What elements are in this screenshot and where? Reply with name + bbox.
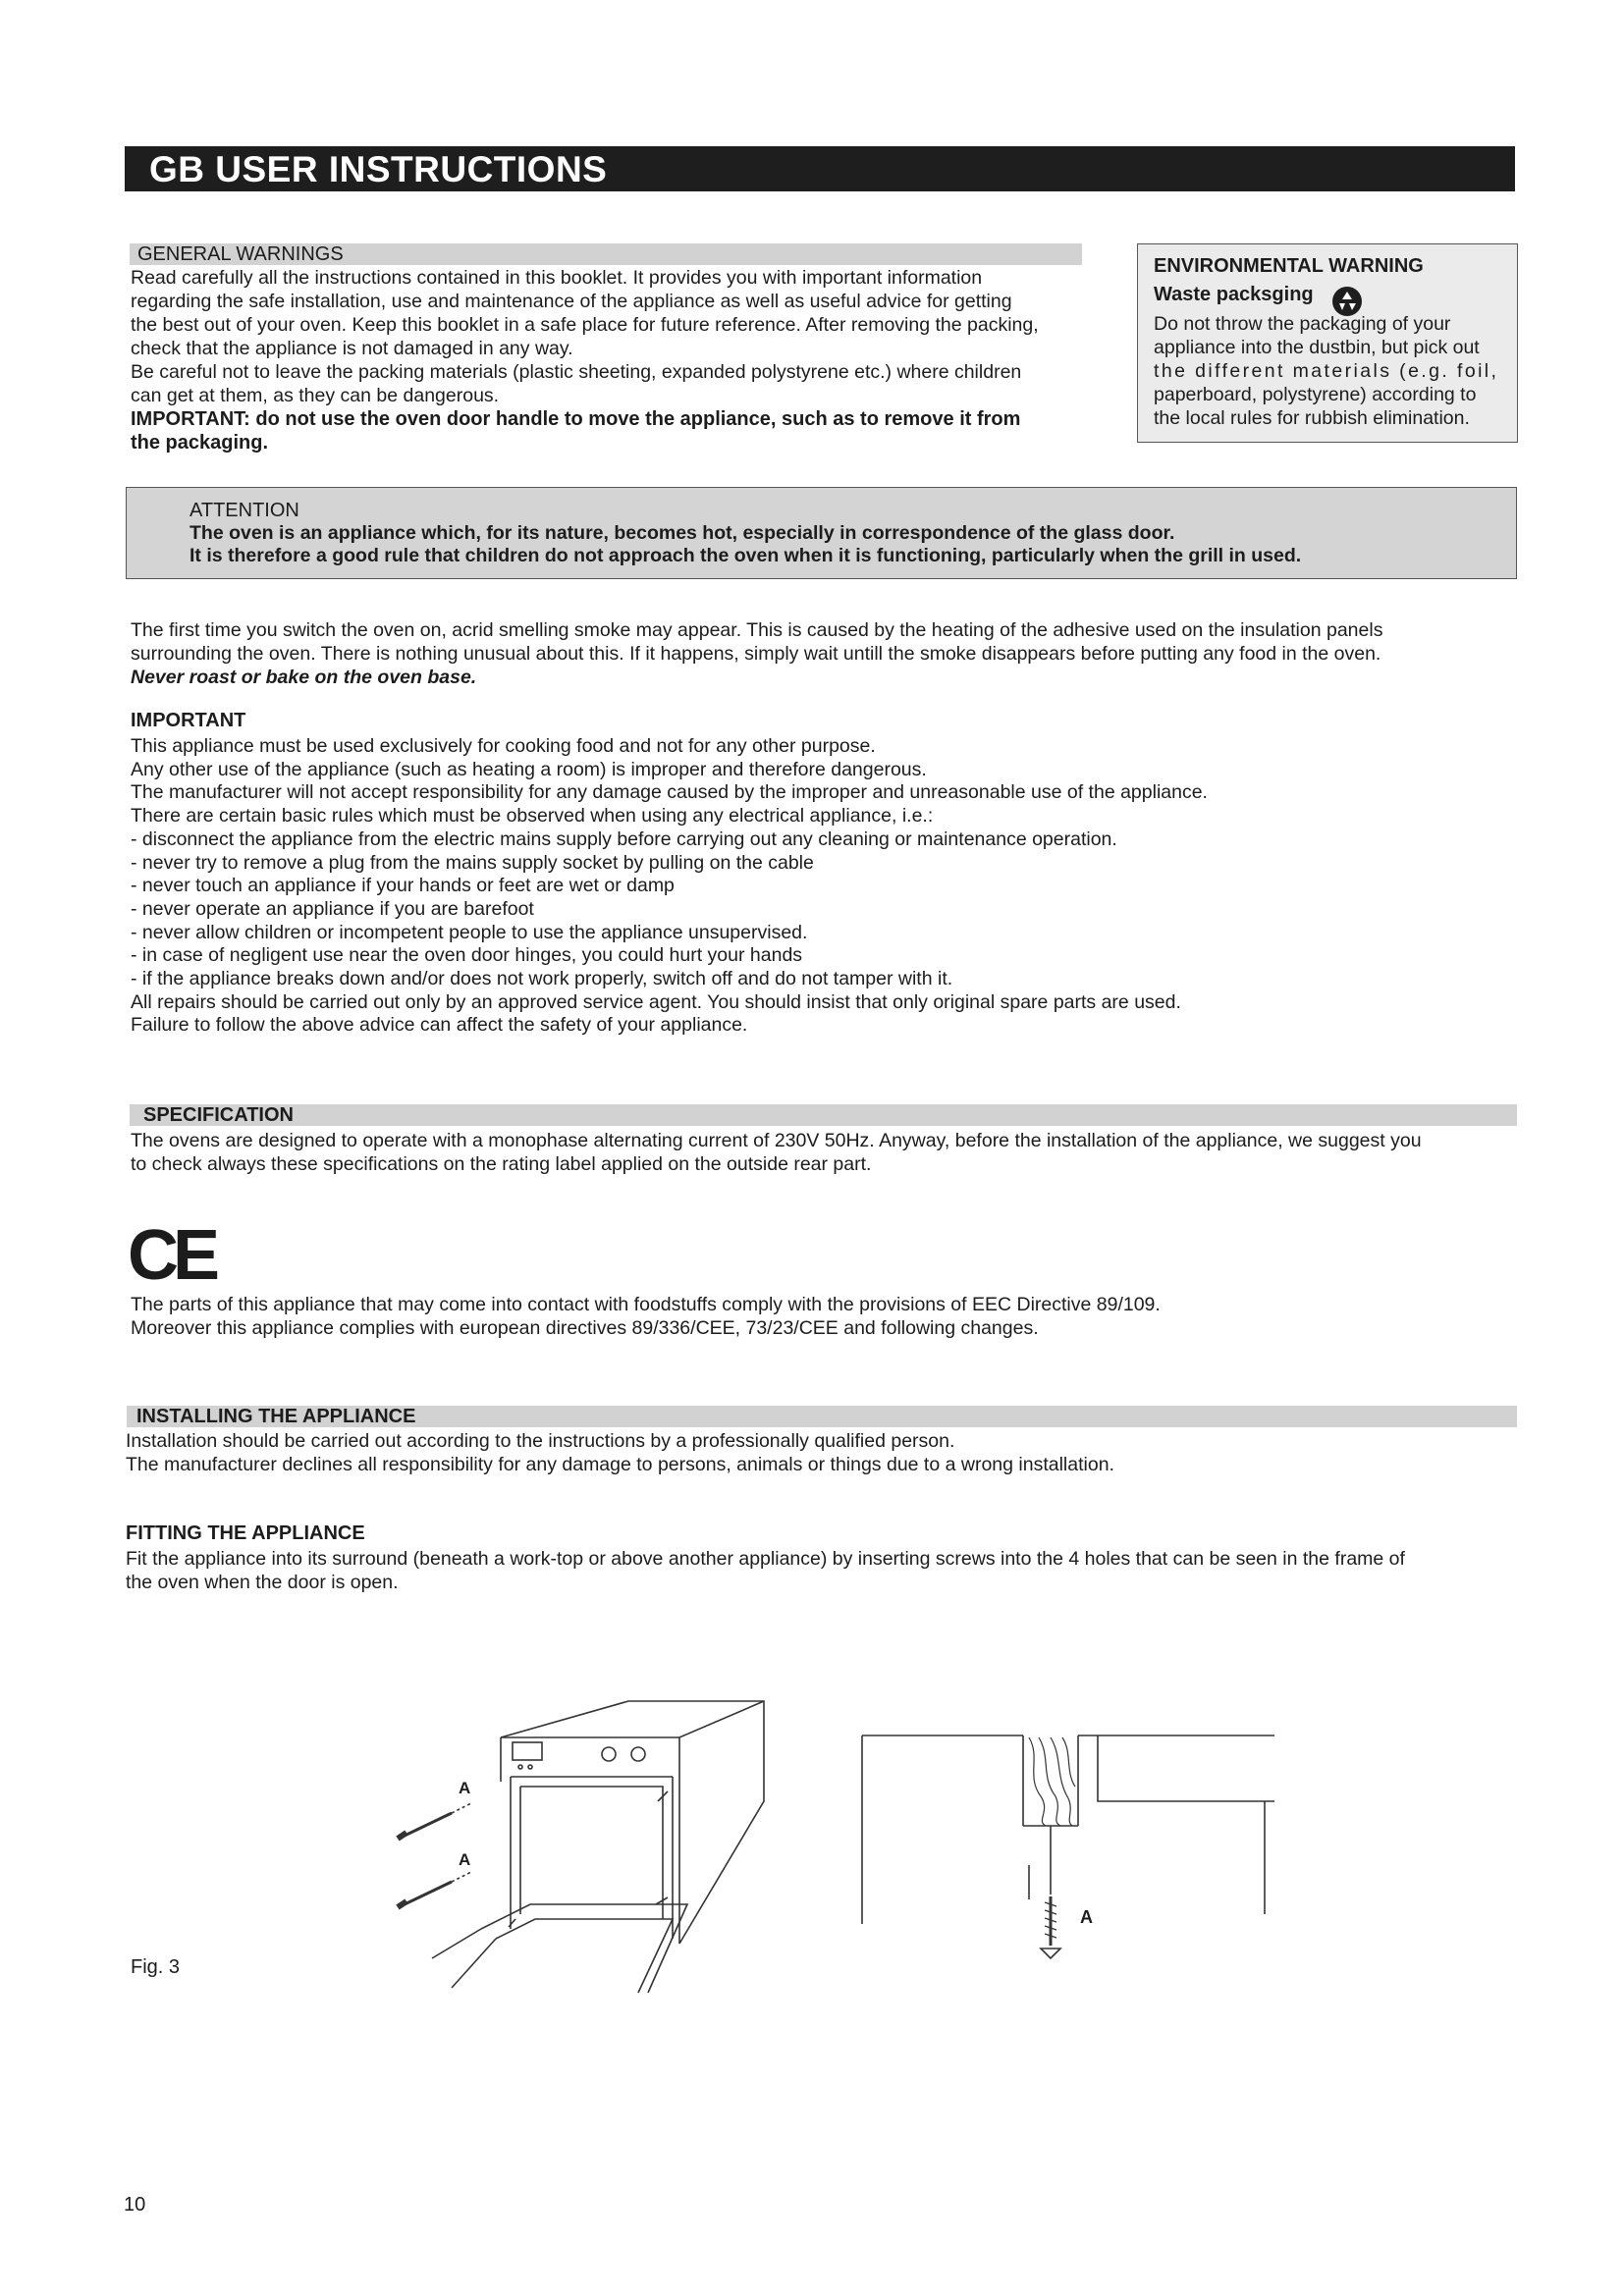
installing-heading: INSTALLING THE APPLIANCE bbox=[127, 1406, 1517, 1427]
text-line: This appliance must be used exclusively for cooking food and not for any other purpose. bbox=[131, 735, 876, 757]
cross-section-illustration bbox=[854, 1728, 1276, 1968]
text-line: Be careful not to leave the packing materials (plastic sheeting, expanded polystyrene etc.) where children bbox=[131, 361, 1022, 383]
emphasis-note: Never roast or bake on the oven base. bbox=[131, 667, 477, 688]
text-line: Fit the appliance into its surround (beneath a work-top or above another appliance) by inserting screws into the 4 holes that can be seen in the frame of bbox=[126, 1548, 1405, 1570]
general-warnings-text bbox=[131, 266, 1103, 454]
environmental-text bbox=[1154, 312, 1507, 430]
environmental-subheading: Waste packsging bbox=[1154, 284, 1314, 305]
ce-text bbox=[131, 1293, 1505, 1340]
text-line: The ovens are designed to operate with a monophase alternating current of 230V 50Hz. Anyway, before the installation of the appliance, we suggest you bbox=[131, 1130, 1422, 1151]
text-line: - if the appliance breaks down and/or does not work properly, switch off and do not tamper with it. bbox=[131, 968, 953, 990]
text-line: Installation should be carried out according to the instructions by a professionally qualified person. bbox=[126, 1430, 955, 1452]
text-line: - never try to remove a plug from the mains supply socket by pulling on the cable bbox=[131, 851, 814, 874]
text-line: the local rules for rubbish elimination. bbox=[1154, 407, 1470, 429]
label-a-lower: A bbox=[459, 1850, 471, 1869]
text-line: check that the appliance is not damaged in any way. bbox=[131, 338, 573, 359]
specification-heading: SPECIFICATION bbox=[130, 1104, 1517, 1126]
text-line: to check always these specifications on the rating label applied on the outside rear part. bbox=[131, 1153, 872, 1175]
label-a-upper: A bbox=[459, 1779, 471, 1797]
environmental-heading: ENVIRONMENTAL WARNING bbox=[1154, 255, 1424, 277]
text-line: The first time you switch the oven on, acrid smelling smoke may appear. This is caused by the heating of the adhesive used on the insulation panels bbox=[131, 619, 1383, 641]
text-line: regarding the safe installation, use and maintenance of the appliance as well as useful advice for getting bbox=[131, 291, 1012, 312]
text-line: The manufacturer declines all responsibility for any damage to persons, animals or things due to a wrong installation. bbox=[126, 1454, 1114, 1475]
text-line: - never allow children or incompetent people to use the appliance unsupervised. bbox=[131, 921, 808, 943]
text-line: The manufacturer will not accept responsibility for any damage caused by the improper and unreasonable use of the appliance. bbox=[131, 781, 1208, 804]
fitting-text bbox=[126, 1547, 1525, 1594]
text-line: The oven is an appliance which, for its nature, becomes hot, especially in correspondence of the glass door. bbox=[189, 522, 1175, 544]
page-number: 10 bbox=[124, 2194, 146, 2216]
text-line: the different materials (e.g. foil, bbox=[1154, 360, 1499, 382]
text-line: Read carefully all the instructions contained in this booklet. It provides you with important information bbox=[131, 267, 983, 289]
page-title: GB USER INSTRUCTIONS bbox=[149, 149, 608, 189]
text-line: Any other use of the appliance (such as heating a room) is improper and therefore dangerous. bbox=[131, 758, 927, 780]
label-a-section: A bbox=[1080, 1907, 1093, 1927]
text-line: - disconnect the appliance from the electric mains supply before carrying out any cleaning or maintenance operation. bbox=[131, 828, 1117, 850]
oven-illustration bbox=[393, 1693, 776, 1998]
environmental-warning-box bbox=[1137, 243, 1518, 443]
text-line: - never touch an appliance if your hands or feet are wet or damp bbox=[131, 875, 675, 897]
fitting-heading: FITTING THE APPLIANCE bbox=[126, 1522, 365, 1544]
ce-mark: CE bbox=[128, 1216, 215, 1295]
important-note: the packaging. bbox=[131, 432, 269, 454]
text-line: paperboard, polystyrene) according to bbox=[1154, 384, 1477, 405]
text-line: - in case of negligent use near the oven door hinges, you could hurt your hands bbox=[131, 944, 803, 967]
important-text bbox=[131, 735, 1505, 1038]
text-line: It is therefore a good rule that children do not approach the oven when it is functioning, particularly when the grill in used. bbox=[189, 545, 1302, 566]
text-line: - never operate an appliance if you are barefoot bbox=[131, 897, 534, 920]
first-use-text bbox=[131, 618, 1525, 689]
attention-text bbox=[189, 522, 1301, 567]
text-line: There are certain basic rules which must be observed when using any electrical appliance, i.e.: bbox=[131, 805, 934, 828]
text-line: Do not throw the packaging of your bbox=[1154, 313, 1451, 335]
text-line: surrounding the oven. There is nothing unusual about this. If it happens, simply wait untill the smoke disappears before putting any food in the oven. bbox=[131, 643, 1381, 665]
text-line: The parts of this appliance that may come into contact with foodstuffs comply with the provisions of EEC Directive 89/109. bbox=[131, 1294, 1161, 1315]
important-note: IMPORTANT: do not use the oven door handle to move the appliance, such as to remove it from bbox=[131, 408, 1021, 430]
figure-caption: Fig. 3 bbox=[131, 1956, 181, 1978]
attention-heading: ATTENTION bbox=[189, 500, 299, 521]
text-line: Moreover this appliance complies with european directives 89/336/CEE, 73/23/CEE and following changes. bbox=[131, 1317, 1039, 1339]
text-line: Failure to follow the above advice can affect the safety of your appliance. bbox=[131, 1014, 748, 1037]
text-line: All repairs should be carried out only by an approved service agent. You should insist that only original spare parts are used. bbox=[131, 990, 1181, 1013]
text-line: can get at them, as they can be dangerous. bbox=[131, 385, 500, 406]
text-line: the best out of your oven. Keep this booklet in a safe place for future reference. After removing the packing, bbox=[131, 314, 1039, 336]
important-heading: IMPORTANT bbox=[131, 710, 246, 731]
text-line: the oven when the door is open. bbox=[126, 1572, 399, 1593]
installing-text bbox=[126, 1429, 1520, 1476]
general-warnings-heading: GENERAL WARNINGS bbox=[130, 243, 1082, 265]
specification-text bbox=[131, 1129, 1525, 1176]
attention-box bbox=[126, 487, 1517, 579]
text-line: appliance into the dustbin, but pick out bbox=[1154, 337, 1480, 358]
title-bar bbox=[125, 146, 1515, 191]
